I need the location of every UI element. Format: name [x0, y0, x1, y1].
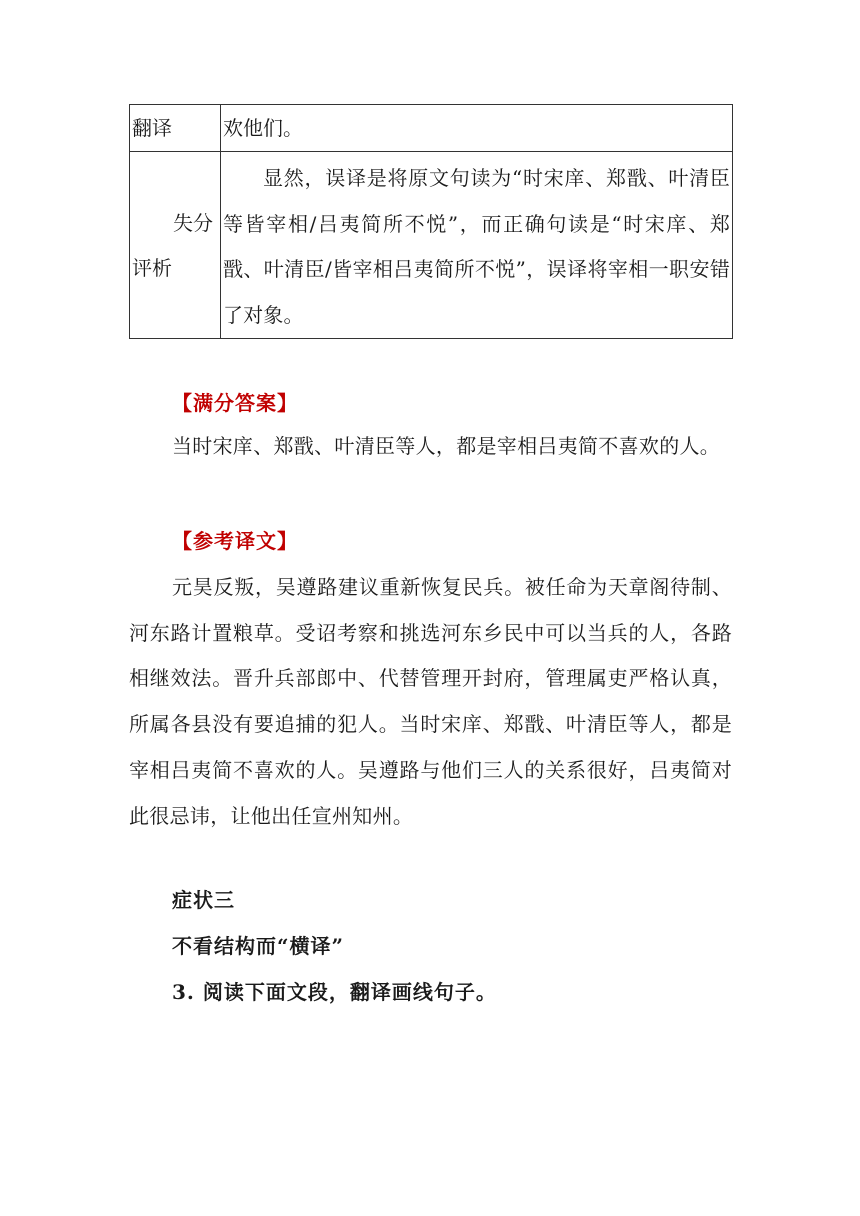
table-cell-content [221, 152, 733, 339]
full-answer-title: 【满分答案】 [172, 391, 298, 415]
reference-translation-text: 元昊反叛，吴遵路建议重新恢复民兵。被任命为天章阁待制、河东路计置粮草。受诏考察和挑选河东乡民中可以当兵的人，各路相继效法。晋升兵部郎中、代替管理开封府，管理属吏严格认真，所属各县没有要追捕的犯人。当时宋庠、郑戬、叶清臣等人，都是宰相吕夷简不喜欢的人。吴遵路与他们三人的关系很好，吕夷简对此很忌讳，让他出任宣州知州。 [129, 575, 732, 828]
table-row [130, 152, 733, 339]
question-prompt: 3. 阅读下面文段，翻译画线句子。 [172, 980, 497, 1004]
translation-text: 欢他们。 [223, 116, 303, 140]
reference-translation-title: 【参考译文】 [172, 529, 298, 553]
table-cell-content [221, 105, 733, 152]
analysis-table [129, 104, 733, 339]
fail-analysis-label-line1: 失分 [173, 211, 213, 235]
table-cell-label [130, 105, 221, 152]
fail-analysis-label-line2: 评析 [132, 256, 172, 280]
symptom-subheading: 不看结构而“横译” [172, 934, 345, 958]
table-cell-label [130, 152, 221, 339]
translation-label: 翻译 [132, 116, 172, 140]
full-answer-text: 当时宋庠、郑戬、叶清臣等人，都是宰相吕夷简不喜欢的人。 [172, 434, 721, 458]
symptom-heading: 症状三 [172, 888, 235, 912]
table-row [130, 105, 733, 152]
fail-analysis-text: 显然，误译是将原文句读为“时宋庠、郑戬、叶清臣等皆宰相/吕夷简所不悦”，而正确句读是“时宋庠、郑戬、叶清臣/皆宰相吕夷简所不悦”，误译将宰相一职安错了对象。 [223, 166, 730, 327]
